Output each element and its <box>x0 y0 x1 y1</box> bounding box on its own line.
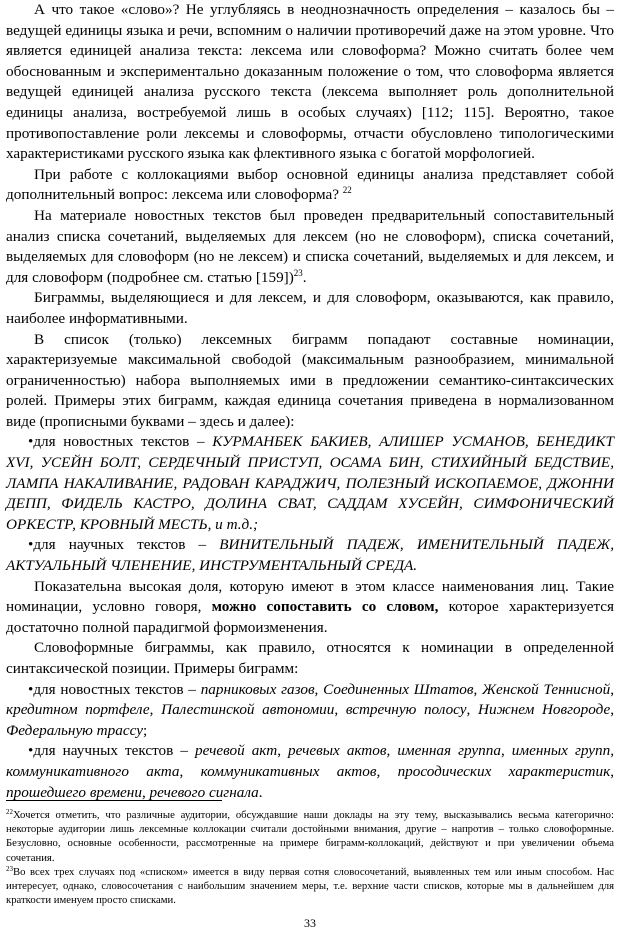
example: коммуникативного акта <box>6 762 180 780</box>
paragraph-collocations-text: При работе с коллокациями выбор основной единицы анализа представляет собой дополнительный вопрос: лексема или словоформа? <box>6 165 614 204</box>
footnote-23 <box>6 865 614 908</box>
example: речевой акт <box>194 742 278 760</box>
footnote-number: 22 <box>6 808 13 816</box>
paragraph-news-material <box>6 206 614 288</box>
example: парниковых газов <box>200 680 315 698</box>
paragraph-person-names-text: Показательна высокая доля, которую имеют в этом классе наименования лиц. Такие номинации, условно говоря, <box>6 577 614 616</box>
example: именная группа <box>397 742 501 760</box>
example: коммуникативных актов <box>200 762 377 780</box>
example: кредитном портфеле <box>6 701 150 719</box>
paragraph-wordform-bigrams: Словоформные биграммы, как правило, относятся к номинации в определенной синтаксической позиции. Примеры биграмм: <box>6 639 614 677</box>
bullet-news-lexemes <box>6 432 614 535</box>
bullet-news-wordforms: •для новостных текстов – парниковых газов, Соединенных Штатов, Женской Теннисной, кредитном портфеле, Палестинской автономии, встречную полосу, Нижнем Новгороде, Федеральную трассу; <box>6 680 615 739</box>
bullet-examples: ВИНИТЕЛЬНЫЙ ПАДЕЖ, ИМЕНИТЕЛЬНЫЙ ПАДЕЖ, АКТУАЛЬНЫЙ ЧЛЕНЕНИЕ, ИНСТРУМЕНТАЛЬНЫЙ СРЕДА <box>6 536 615 575</box>
bullet-lead: для научных текстов – <box>33 742 195 760</box>
footnote-divider <box>6 800 222 801</box>
bullet-mark: • <box>28 536 34 554</box>
footnotes <box>6 808 614 907</box>
example: просодических характеристик <box>397 762 611 780</box>
example: Нижнем Новгороде <box>478 701 611 719</box>
main-text <box>6 0 614 803</box>
bullet-mark: • <box>28 680 34 698</box>
bullet-lead: для новостных текстов – <box>33 433 213 451</box>
footnote-22 <box>6 808 614 865</box>
example: Федеральную трассу <box>6 721 143 739</box>
paragraph-collocations <box>6 165 614 206</box>
example: Женской Теннисной <box>482 680 611 698</box>
paragraph-person-names-tail: которое характеризуется достаточно полной парадигмой формоизменения. <box>6 598 614 636</box>
bullet-examples: КУРМАНБЕК БАКИЕВ, АЛИШЕР УСМАНОВ, БЕНЕДИКТ XVI, УСЕЙН БОЛТ, СЕРДЕЧНЫЙ ПРИСТУП, ОСАМА БИН, СТИХИЙНЫЙ БЕДСТВИЕ, ЛАМПА НАКАЛИВАНИЕ, РАДОВАН КАРАДЖИЧ, ПОЛЕЗНЫЙ ИСКОПАЕМОЕ, ДЖОННИ ДЕПП, ФИДЕЛЬ КАСТРО, ДОЛИНА СВАТ, САДДАМ ХУСЕЙН, СИМФОНИЧЕСКИЙ ОРКЕСТР, КРОВНЫЙ МЕСТЬ, <box>6 433 614 533</box>
example: Палестинской автономии <box>161 701 335 719</box>
paragraph-bigrams: Биграммы, выделяющиеся и для лексем, и для словоформ, оказываются, как правило, наиболее информативными. <box>6 289 614 327</box>
example: Соединенных Штатов <box>323 680 474 698</box>
footnote-text: Хочется отметить, что различные аудитории, обсуждавшие наши доклады на эту тему, высказывались весьма категорично: некоторые аудитории лишь лексемные коллокации считали достойными внимания, другие – напротив – только словоформные. Безусловно, основные особенности, рассмотренные на примере биграмм-коллокаций, действуют и при увеличении объема сочетания. <box>6 809 614 864</box>
bullet-tail: и т.д.; <box>215 515 259 533</box>
bullet-lead: для новостных текстов – <box>33 680 201 698</box>
example: именных групп <box>511 742 611 760</box>
bullet-mark: • <box>28 742 34 760</box>
footnote-ref-22[interactable]: 22 <box>342 185 352 196</box>
example: речевого сигнала <box>149 783 259 801</box>
bold-phrase: можно сопоставить со словом, <box>211 598 439 616</box>
page-number: 33 <box>304 916 316 930</box>
bullet-science-lexemes <box>6 535 614 576</box>
paragraph-word-definition: А что такое «слово»? Не углубляясь в неоднозначность определения – казалось бы – ведущей единицы языка и речи, вспомним о наличии противоречий даже на этом уровне. Что является единицей анализа текста: лексема или словоформа? Можно считать более чем обоснованным и экспериментально доказанным положение о том, что словоформа является ведущей единицей анализа русского текста (лексема выполняет роль дополнительной единицы анализа, востребуемой лишь в особых случаях) [112; 115]. Вероятно, такое противопоставление роли лексемы и словоформы, отчасти обусловлено типологическими характеристиками русского языка как флективного языка с богатой морфологией. <box>6 1 614 163</box>
bullet-science-wordforms: •для научных текстов – речевой акт, речевых актов, именная группа, именных групп, коммуникативного акта, коммуникативных актов, просодических характеристик, прошедшего времени, речевого сигнала. <box>6 742 615 801</box>
footnote-number: 23 <box>6 864 13 873</box>
example: речевых актов <box>288 742 387 760</box>
footnote-text: Во всех трех случаях под «списком» имеется в виду первая сотня словосочетаний, выявленных тем или иным способом. Нас интересует, однако, словосочетания с наибольшим значением меры, т.е. верхние части списков, которые мы в дальнейшем для краткости именуем просто списками. <box>6 865 614 907</box>
footnote-ref-23[interactable]: 23 <box>293 267 303 278</box>
paragraph-lexeme-list: В список (только) лексемных биграмм попадают составные номинации, характеризуемые максимальной свободой (максимальным разнообразием, минимальной ограниченностью) набора выполняемых ими в предложении семантико-синтаксических ролей. Примеры этих биграмм, каждая единица сочетания приведена в нормализованном виде (прописными буквами – здесь и далее): <box>6 330 614 430</box>
paragraph-news-material-text: На материале новостных текстов был проведен предварительный сопоставительный анализ списка сочетаний, выделяемых для лексем (но не словоформ), списка сочетаний, выделяемых для словоформ (но не лексем) и списка сочетаний, выделяемых и для лексем, и для словоформ (подробнее см. статью [159]) <box>6 206 614 286</box>
bullet-tail: . <box>413 557 418 575</box>
bullet-mark: • <box>28 433 34 451</box>
example: прошедшего времени <box>6 783 142 801</box>
example: встречную полосу <box>345 701 467 719</box>
period: . <box>302 268 307 286</box>
bullet-lead: для научных текстов – <box>33 536 220 554</box>
paragraph-person-names <box>6 577 614 639</box>
